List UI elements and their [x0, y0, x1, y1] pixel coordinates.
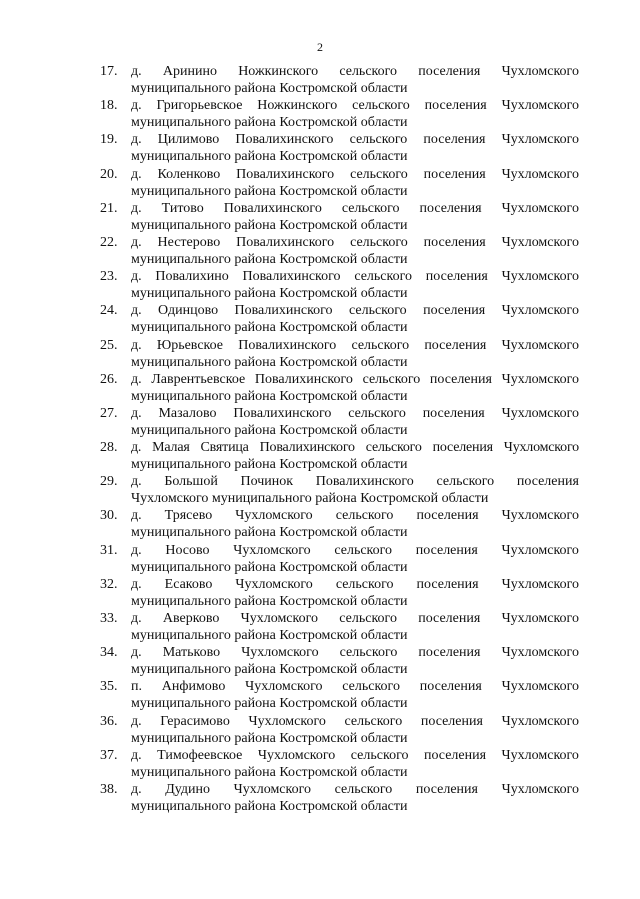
item-word: Чухломского [501, 269, 579, 285]
item-word: Анфимово [161, 679, 226, 695]
item-line-1 [131, 302, 579, 319]
item-line-2: муниципального района Костромской области [131, 696, 408, 712]
item-number: 25. [100, 337, 118, 353]
item-word: сельского [352, 98, 410, 114]
item-word: Чухломского [501, 371, 579, 387]
item-word: д. [131, 337, 142, 353]
item-word: д. [131, 542, 142, 558]
item-word: п. [131, 679, 142, 695]
list-item [0, 337, 640, 371]
item-word: д. [131, 611, 142, 626]
item-word: Ножкинского [257, 98, 338, 114]
item-word: поселения [424, 337, 487, 353]
item-word: Чухломского [503, 440, 579, 456]
item-line-2: муниципального района Костромской области [131, 286, 408, 302]
item-word: Чухломского [501, 611, 579, 626]
item-line-2: муниципального района Костромской области [131, 217, 408, 233]
item-word: Чухломского [233, 781, 312, 797]
item-line-1 [131, 781, 579, 798]
item-word: Повалихинского [238, 337, 337, 353]
list-item [0, 542, 640, 576]
item-word: поселения [415, 781, 478, 797]
list-item [0, 610, 640, 644]
item-word: д. [131, 166, 142, 182]
item-word: сельского [342, 679, 400, 695]
item-word: д. [131, 645, 142, 661]
item-line-1 [131, 507, 579, 524]
item-line-1 [131, 644, 579, 661]
item-word: Аверково [162, 611, 220, 626]
item-line-1 [131, 268, 579, 285]
item-line-1 [131, 439, 579, 456]
item-line-1 [131, 610, 579, 627]
item-word: Повалихинского [235, 132, 334, 148]
item-word: сельского [348, 405, 406, 421]
item-word: д. [131, 405, 142, 421]
item-word: сельского [351, 337, 410, 353]
item-word: Чухломского [501, 132, 579, 148]
item-number: 38. [100, 781, 118, 797]
item-word: поселения [418, 64, 481, 79]
item-line-2: муниципального района Костромской области [131, 388, 408, 404]
list-item [0, 405, 640, 439]
page-number: 2 [317, 40, 323, 54]
item-word: Чухломского [501, 64, 579, 79]
item-word: Малая [152, 440, 190, 456]
item-word: Чухломского [240, 611, 319, 626]
item-line-2: муниципального района Костромской области [131, 764, 408, 780]
list-item [0, 63, 640, 97]
list-item [0, 473, 640, 507]
item-word: Повалихинского [236, 166, 335, 182]
item-word: д. [131, 781, 142, 797]
list-item [0, 371, 640, 405]
item-line-2: муниципального района Костромской области [131, 422, 408, 438]
item-word: сельского [436, 474, 495, 490]
item-word: д. [131, 440, 142, 456]
item-word: поселения [418, 611, 481, 626]
list-item [0, 200, 640, 234]
item-number: 36. [100, 713, 118, 729]
item-word: поселения [416, 576, 479, 592]
item-line-1 [131, 405, 579, 422]
item-word: сельского [341, 200, 400, 216]
item-word: д. [131, 576, 142, 592]
item-number: 34. [100, 645, 118, 661]
item-number: 21. [100, 200, 118, 216]
item-line-1 [131, 542, 579, 559]
item-word: Повалихинского [315, 474, 414, 490]
item-line-1 [131, 576, 579, 593]
item-word: Повалихинского [223, 200, 322, 216]
item-line-1 [131, 200, 579, 217]
item-line-1 [131, 337, 579, 354]
item-word: Ножкинского [238, 64, 319, 79]
item-word: Цилимово [157, 132, 220, 148]
item-word: Чухломского [248, 713, 326, 729]
item-number: 27. [100, 405, 118, 421]
item-word: сельского [350, 166, 408, 182]
item-word: Повалихинского [242, 269, 341, 285]
item-word: Носово [165, 542, 210, 558]
item-word: сельского [335, 576, 394, 592]
item-word: сельского [339, 64, 398, 79]
list-item [0, 439, 640, 473]
item-line-1 [131, 678, 579, 695]
item-word: Повалихино [155, 269, 229, 285]
item-word: д. [131, 98, 142, 114]
item-word: поселения [425, 269, 488, 285]
item-line-2: муниципального района Костромской области [131, 251, 408, 267]
list-item [0, 747, 640, 781]
item-word: сельского [335, 508, 394, 524]
item-word: сельского [362, 371, 421, 387]
item-word: д. [131, 234, 142, 250]
item-number: 26. [100, 371, 118, 387]
item-word: поселения [423, 132, 486, 148]
item-word: д. [131, 269, 142, 285]
item-word: сельского [344, 713, 403, 729]
item-word: Повалихинского [234, 303, 333, 319]
item-word: поселения [419, 679, 482, 695]
item-word: Чухломского [501, 234, 579, 250]
item-word: Одинцово [158, 303, 219, 319]
item-line-2: муниципального района Костромской области [131, 354, 408, 370]
item-number: 22. [100, 234, 118, 250]
item-word: Нестерово [157, 234, 221, 250]
item-number: 32. [100, 576, 118, 592]
item-number: 28. [100, 440, 118, 456]
item-word: сельского [354, 269, 412, 285]
item-word: Чухломского [501, 303, 579, 319]
item-word: Чухломского [501, 747, 579, 763]
item-word: Мазалово [158, 405, 217, 421]
item-word: Чухломского [501, 166, 579, 182]
item-word: поселения [429, 371, 492, 387]
item-word: Юрьевское [156, 337, 224, 353]
item-number: 31. [100, 542, 118, 558]
item-number: 30. [100, 508, 118, 524]
list-item [0, 507, 640, 541]
item-word: поселения [420, 713, 483, 729]
item-line-1 [131, 166, 579, 183]
item-word: Чухломского [501, 98, 579, 114]
item-word: Чухломского [501, 508, 579, 524]
item-word: д. [131, 200, 142, 216]
item-word: Чухломского [235, 508, 313, 524]
item-word: Герасимово [160, 713, 230, 729]
item-word: сельского [334, 781, 393, 797]
item-word: Повалихинского [254, 371, 353, 387]
item-number: 20. [100, 166, 118, 182]
item-word: Чухломского [235, 576, 313, 592]
item-line-2: муниципального района Костромской области [131, 320, 408, 336]
item-line-1 [131, 473, 579, 490]
item-word: поселения [418, 645, 481, 661]
item-word: сельского [334, 542, 393, 558]
item-word: Аринино [162, 64, 217, 79]
item-word: Повалихинского [236, 234, 335, 250]
list-item [0, 268, 640, 302]
item-line-1 [131, 63, 579, 80]
item-word: Чухломского [501, 405, 579, 421]
item-line-1 [131, 371, 579, 388]
item-number: 19. [100, 132, 118, 148]
item-word: поселения [419, 200, 482, 216]
item-word: Лаврентьевское [151, 371, 246, 387]
item-word: сельского [350, 747, 409, 763]
item-word: Повалихинского [233, 405, 332, 421]
item-word: д. [131, 474, 142, 490]
item-line-1 [131, 713, 579, 730]
item-word: Григорьевское [156, 98, 243, 114]
item-line-2: Чухломского муниципального района Костромской области [131, 491, 489, 507]
item-word: д. [131, 64, 142, 79]
item-word: Большой [164, 474, 218, 490]
item-word: Есаково [164, 576, 213, 592]
settlement-list [0, 63, 640, 815]
item-word: поселения [423, 234, 486, 250]
item-line-2: муниципального района Костромской области [131, 559, 408, 575]
item-word: Чухломского [501, 200, 579, 216]
item-number: 37. [100, 747, 118, 763]
item-line-1 [131, 131, 579, 148]
item-line-2: муниципального района Костромской области [131, 730, 408, 746]
item-word: д. [131, 371, 142, 387]
item-word: Чухломского [501, 645, 579, 661]
item-number: 24. [100, 303, 118, 319]
item-word: д. [131, 132, 142, 148]
item-number: 17. [100, 64, 118, 79]
item-line-2: муниципального района Костромской области [131, 593, 408, 609]
list-item [0, 644, 640, 678]
item-line-1 [131, 97, 579, 114]
list-item [0, 678, 640, 712]
item-word: Чухломского [245, 679, 323, 695]
item-line-1 [131, 747, 579, 764]
item-line-2: муниципального района Костромской области [131, 798, 408, 814]
item-word: сельского [348, 303, 407, 319]
item-word: Святица [200, 440, 249, 456]
item-line-2: муниципального района Костромской области [131, 628, 408, 643]
item-number: 33. [100, 611, 118, 626]
item-word: Матьково [162, 645, 221, 661]
item-line-2: муниципального района Костромской области [131, 183, 408, 199]
item-word: поселения [423, 166, 486, 182]
item-word: поселения [415, 542, 478, 558]
list-item [0, 576, 640, 610]
item-line-1 [131, 234, 579, 251]
item-line-2: муниципального района Костромской области [131, 115, 408, 131]
list-item [0, 234, 640, 268]
item-word: Чухломского [233, 542, 311, 558]
item-line-2: муниципального района Костромской области [131, 525, 408, 541]
item-word: Повалихинского [259, 440, 355, 456]
item-number: 23. [100, 269, 118, 285]
item-word: д. [131, 713, 142, 729]
item-word: сельского [339, 645, 398, 661]
item-word: д. [131, 303, 142, 319]
item-word: поселения [423, 303, 486, 319]
item-word: Титово [161, 200, 204, 216]
list-item [0, 166, 640, 200]
item-word: Чухломского [501, 576, 579, 592]
item-number: 35. [100, 679, 118, 695]
item-line-2: муниципального района Костромской области [131, 149, 408, 165]
item-word: поселения [422, 405, 485, 421]
list-item [0, 131, 640, 165]
list-item [0, 781, 640, 815]
item-word: Дудино [165, 781, 211, 797]
item-number: 29. [100, 474, 118, 490]
list-item [0, 713, 640, 747]
item-word: Чухломского [501, 713, 579, 729]
item-word: Чухломского [501, 542, 579, 558]
item-word: Чухломского [241, 645, 319, 661]
item-line-2: муниципального района Костромской области [131, 662, 408, 678]
list-item [0, 302, 640, 336]
item-word: Чухломского [501, 781, 579, 797]
item-word: Чухломского [501, 679, 579, 695]
item-word: Починок [240, 474, 294, 490]
item-word: сельского [339, 611, 397, 626]
item-line-2: муниципального района Костромской области [131, 81, 408, 96]
item-number: 18. [100, 98, 118, 114]
item-line-2: муниципального района Костромской области [131, 457, 408, 473]
item-word: поселения [516, 474, 579, 490]
item-word: поселения [432, 440, 493, 456]
list-item [0, 97, 640, 131]
item-word: поселения [424, 98, 487, 114]
item-word: сельского [350, 234, 408, 250]
item-word: поселения [416, 508, 479, 524]
item-word: Чухломского [501, 337, 579, 353]
item-word: сельского [365, 440, 422, 456]
item-word: д. [131, 747, 142, 763]
item-word: Чухломского [257, 747, 336, 763]
item-word: Коленково [157, 166, 221, 182]
item-word: д. [131, 508, 142, 524]
item-word: Трясево [164, 508, 213, 524]
item-word: сельского [349, 132, 408, 148]
item-word: Тимофеевское [157, 747, 243, 763]
item-word: поселения [423, 747, 487, 763]
